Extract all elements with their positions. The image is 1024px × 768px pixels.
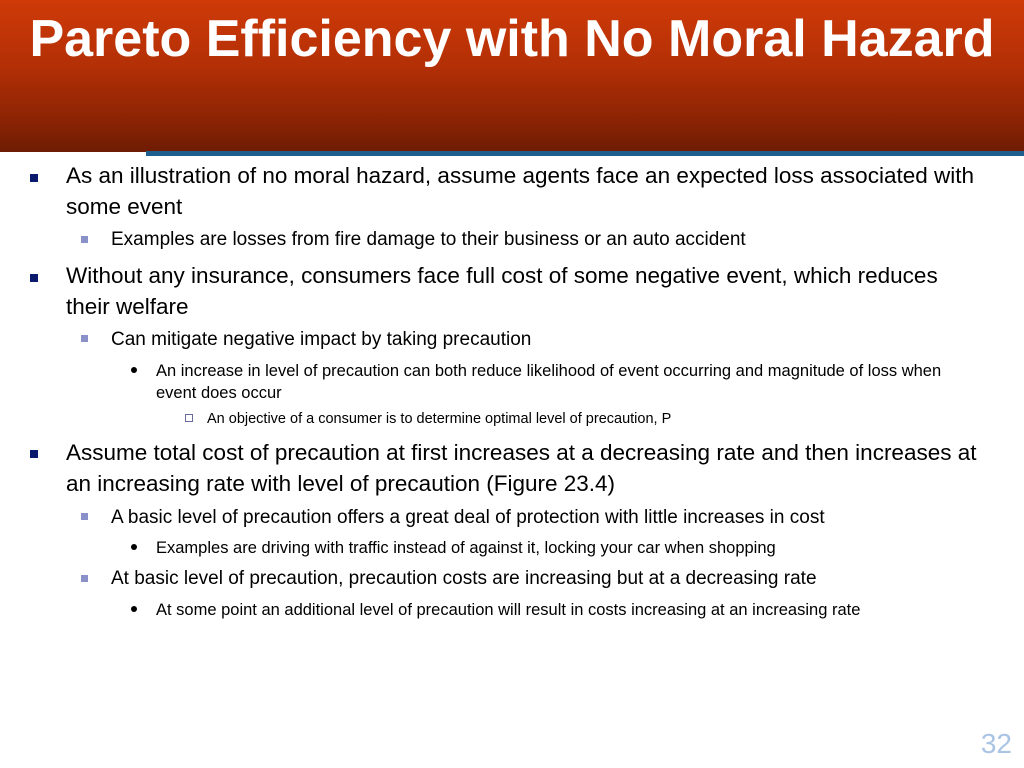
square-bullet-icon [30,174,38,182]
bullet-level4-item: An objective of a consumer is to determine optimal level of precaution, P [207,411,672,427]
bullet-level2-item: Can mitigate negative impact by taking precaution [111,329,532,350]
bullet-level3-item: Examples are driving with traffic instead of against it, locking your car when shopping [156,539,776,557]
bullet-level1-item: Assume total cost of precaution at first increases at a decreasing rate and then increases at an increasing rate with level of precaution (Figure 23.4) [66,440,977,496]
bullet-level2-item: A basic level of precaution offers a great deal of protection with little increases in cost [111,507,825,528]
hollow-square-bullet-icon [185,414,193,422]
square-bullet-icon [30,274,38,282]
dot-bullet-icon [131,367,137,373]
bullet-level2-item: At basic level of precaution, precaution costs are increasing but at a decreasing rate [111,568,817,589]
square-bullet-icon [30,450,38,458]
bullet-level3-item: At some point an additional level of precaution will result in costs increasing at an increasing rate [156,601,861,619]
square-bullet-icon [81,575,88,582]
bullet-level1-item: Without any insurance, consumers face full cost of some negative event, which reduces their welfare [66,263,938,319]
square-bullet-icon [81,513,88,520]
dot-bullet-icon [131,544,137,550]
bullet-level1-item: As an illustration of no moral hazard, assume agents face an expected loss associated with some event [66,163,974,219]
dot-bullet-icon [131,606,137,612]
square-bullet-icon [81,335,88,342]
bullet-level3-item: An increase in level of precaution can both reduce likelihood of event occurring and magnitude of loss when event does occur [156,362,942,402]
square-bullet-icon [81,236,88,243]
slide-title: Pareto Efficiency with No Moral Hazard [29,10,995,68]
page-number: 32 [980,728,1012,759]
bullet-level2-item: Examples are losses from fire damage to their business or an auto accident [111,229,746,250]
